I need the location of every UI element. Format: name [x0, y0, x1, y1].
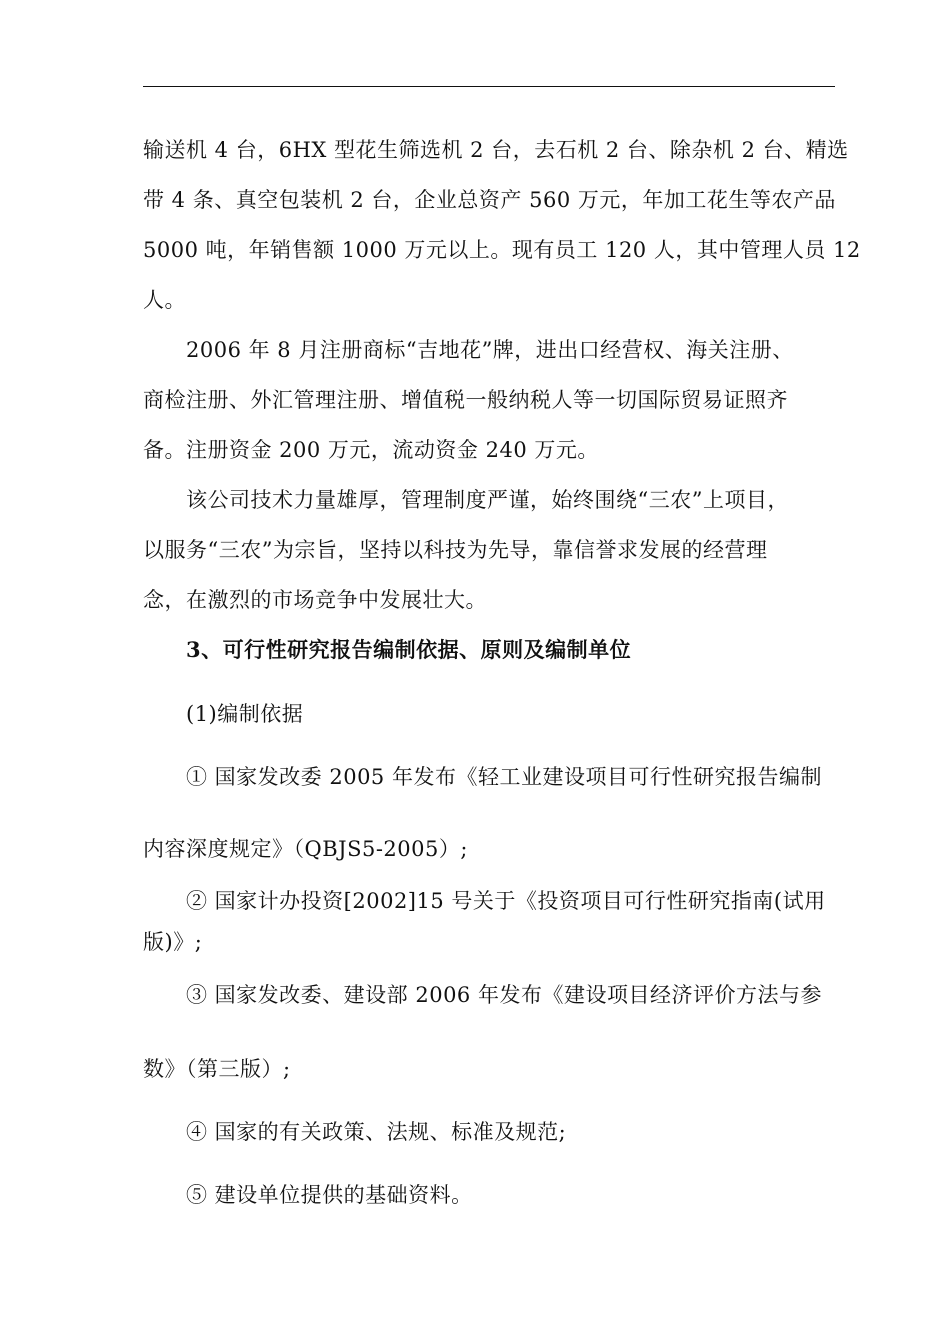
paragraph-line: 输送机 4 台，6HX 型花生筛选机 2 台，去石机 2 台、除杂机 2 台、精选 [143, 138, 849, 162]
basis-item-4: ④ 国家的有关政策、法规、标准及规范; [186, 1120, 567, 1144]
paragraph-line: 该公司技术力量雄厚，管理制度严谨，始终围绕“三农”上项目， [186, 488, 789, 512]
paragraph-line: 带 4 条、真空包装机 2 台，企业总资产 560 万元，年加工花生等农产品 [143, 188, 836, 212]
paragraph-line: 备。注册资金 200 万元，流动资金 240 万元。 [143, 438, 599, 462]
paragraph-line: 商检注册、外汇管理注册、增值税一般纳税人等一切国际贸易证照齐 [143, 388, 788, 412]
subheading: (1)编制依据 [186, 702, 304, 726]
paragraph-line: 念，在激烈的市场竞争中发展壮大。 [143, 588, 487, 612]
basis-item-1: ① 国家发改委 2005 年发布《轻工业建设项目可行性研究报告编制 [186, 765, 822, 789]
basis-item-3-cont: 数》（第三版）; [143, 1057, 291, 1081]
header-rule [143, 86, 835, 87]
paragraph-line: 以服务“三农”为宗旨，坚持以科技为先导，靠信誉求发展的经营理 [143, 538, 768, 562]
paragraph-line: 人。 [143, 288, 186, 312]
paragraph-line: 5000 吨，年销售额 1000 万元以上。现有员工 120 人，其中管理人员 12 [143, 238, 861, 262]
basis-item-3: ③ 国家发改委、建设部 2006 年发布《建设项目经济评价方法与参 [186, 983, 822, 1007]
paragraph-line: 2006 年 8 月注册商标“吉地花”牌，进出口经营权、海关注册、 [186, 338, 794, 362]
basis-item-2: ② 国家计办投资[2002]15 号关于《投资项目可行性研究指南(试用 [186, 889, 826, 913]
basis-item-5: ⑤ 建设单位提供的基础资料。 [186, 1183, 473, 1207]
basis-item-1-cont: 内容深度规定》（QBJS5-2005）; [143, 837, 468, 861]
basis-item-2-cont: 版)》; [143, 930, 203, 954]
section-heading: 3、可行性研究报告编制依据、原则及编制单位 [186, 637, 632, 662]
